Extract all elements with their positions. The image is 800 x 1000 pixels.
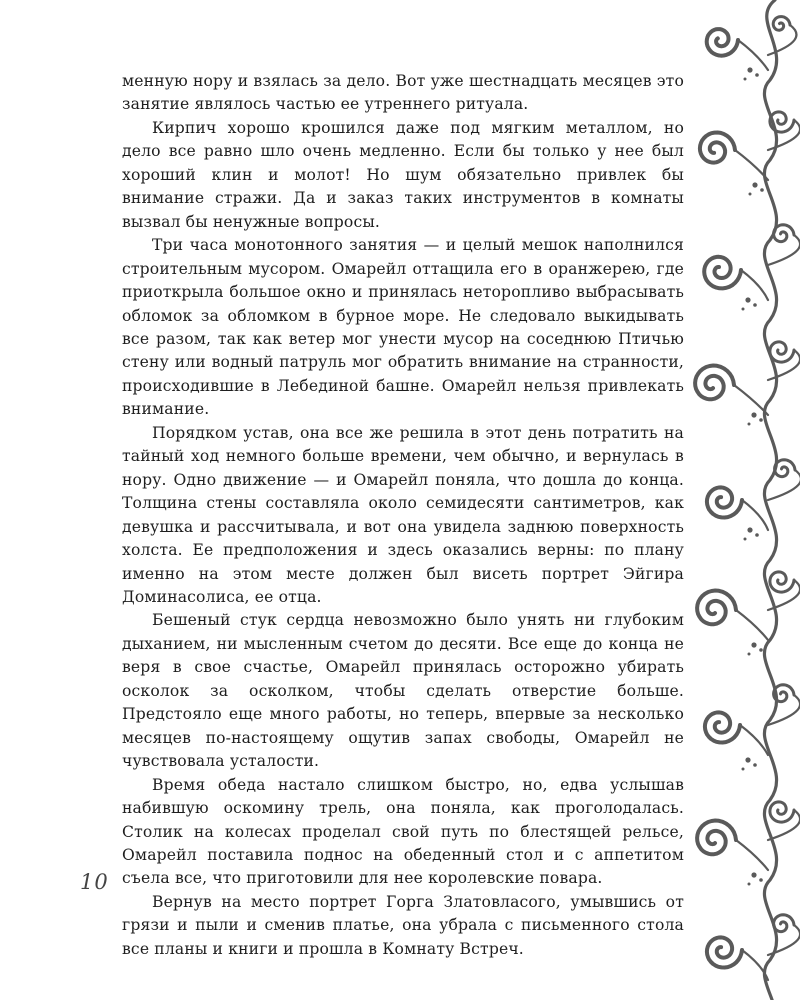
- ornament-swirl: [697, 591, 736, 625]
- ornament-swirl: [697, 821, 736, 855]
- paragraph-5: Бешеный стук сердца невозможно было унять ни глубоким дыханием, ни мысленным счетом до десяти. Все еще до конца не веря в свое счастье, Омарейл принялась осторожно убирать осколок за осколком, чтобы сделать отверстие больше. Предстояло еще много работы, но теперь, впервые за несколько месяцев по-настоящему ощутив запах свободы, Омарейл не чувствовала усталости.: [122, 611, 684, 771]
- ornament-dot: [749, 193, 752, 196]
- ornament-vine: [734, 385, 768, 415]
- body-text: [122, 70, 684, 961]
- ornament-dot: [751, 642, 756, 647]
- ornament-swirl: [770, 572, 794, 592]
- ornament-dot: [748, 423, 751, 426]
- ornament-dot: [747, 67, 752, 72]
- ornament-vine: [735, 150, 768, 180]
- ornament-swirl: [774, 225, 794, 242]
- ornament-vine: [742, 500, 768, 530]
- ornament-dot: [742, 768, 745, 771]
- ornament-dot: [751, 872, 756, 877]
- ornament-dot: [748, 883, 751, 886]
- ornament-swirl: [707, 487, 742, 517]
- ornament-vine: [738, 40, 768, 70]
- paragraph-3: Три часа монотонного занятия — и целый мешок наполнился строительным мусором. Омарейл оттащила его в оранжерею, где приоткрыла большое окно и принялась неторопливо выбрасывать обломок за обломком в бурное море. Не следовало выкидывать все разом, так как ветер мог унести мусор на соседнюю Птичью стену или водный патруль мог обратить внимание на странности, происходившие в Лебединой башне. Омарейл нельзя привлекать внимание.: [122, 236, 684, 419]
- ornament-dot: [744, 538, 747, 541]
- ornament-dot: [759, 648, 763, 652]
- ornament-dot: [742, 308, 745, 311]
- ornament-swirl: [770, 802, 794, 822]
- page-number: 10: [80, 870, 109, 894]
- ornament-dot: [755, 73, 759, 77]
- ornament-vine: [736, 610, 768, 640]
- ornament-swirl: [774, 915, 794, 932]
- ornament-swirl: [705, 712, 740, 742]
- ornament-dot: [759, 878, 763, 882]
- ornament-dot: [760, 188, 764, 192]
- ornament-dot: [753, 303, 757, 307]
- ornament-swirl: [770, 342, 794, 362]
- paragraph-7: Вернув на место портрет Горга Златовласого, умывшись от грязи и пыли и сменив платье, она убрала с письменного стола все планы и книги и прошла в Комнату Встреч.: [122, 892, 684, 958]
- ornament-swirl: [773, 17, 790, 31]
- ornament-dot: [751, 412, 756, 417]
- ornament-swirl: [695, 366, 734, 400]
- paragraph-1: менную нору и взялась за дело. Вот уже шестнадцать месяцев это занятие являлось частью ее утреннего ритуала.: [122, 72, 684, 114]
- ornament-dot: [759, 418, 763, 422]
- ornament-dot: [745, 297, 750, 302]
- ornament-swirl: [707, 29, 738, 56]
- ornament-dot: [755, 533, 759, 537]
- ornament-swirl: [775, 460, 795, 477]
- ornament-swirl: [700, 133, 735, 163]
- swirl-ornament-border: [680, 0, 800, 1000]
- paragraph-2: Кирпич хорошо крошился даже под мягким металлом, но дело все равно шло очень медленно. Если бы только у нее был хороший клин и молот! Но шум обязательно привлек бы внимание стражи. Да и заказ таких инструментов в комнаты вызвал бы ненужные вопросы.: [122, 118, 684, 231]
- paragraph-6: Время обеда настало слишком быстро, но, едва услышав набившую оскомину трель, она поняла, как проголодалась. Столик на колесах проделал свой путь по блестящей рельсе, Омарейл поставила поднос на обеденный стол и с аппетитом съела все, что приготовили для нее королевские повара.: [122, 775, 684, 888]
- ornament-dot: [744, 78, 747, 81]
- ornament-dot: [748, 653, 751, 656]
- ornament-dot: [752, 182, 757, 187]
- ornament-dot: [753, 763, 757, 767]
- ornament-dot: [745, 757, 750, 762]
- ornament-swirl: [707, 937, 742, 967]
- ornament-vine: [736, 840, 768, 870]
- ornament-swirl: [704, 257, 741, 289]
- ornament-vine: [741, 270, 768, 300]
- ornament-dot: [747, 527, 752, 532]
- paragraph-4: Порядком устав, она все же решила в этот день потратить на тайный ход немного больше времени, чем обычно, и вернулась в нору. Одно движение — и Омарейл поняла, что дошла до конца. Толщина стены составляла около семидесяти сантиметров, как девушка и рассчитывала, и вот она увидела заднюю поверхность холста. Ее предположения и здесь оказались верны: по плану именно на этом месте должен был висеть портрет Эйгира Доминасолиса, ее отца.: [122, 423, 684, 606]
